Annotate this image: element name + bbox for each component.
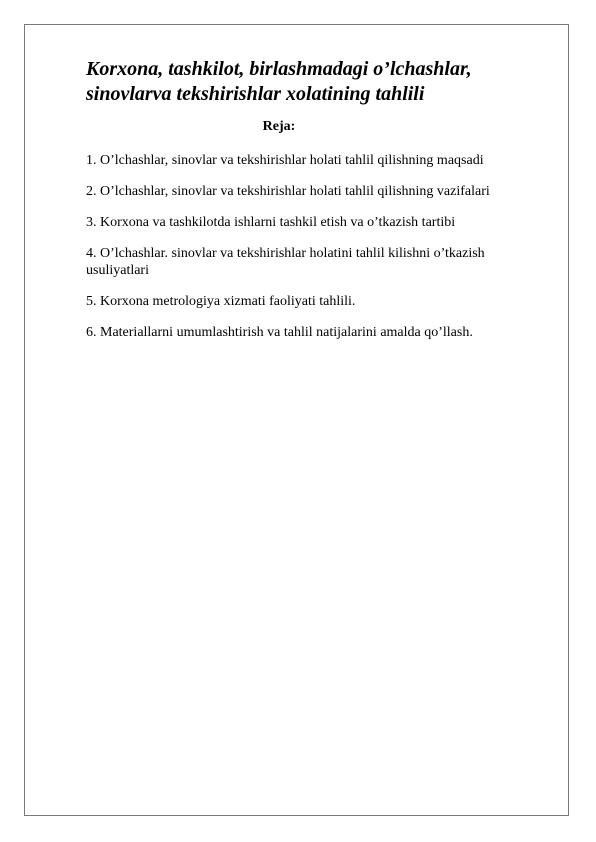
plan-heading: Reja: xyxy=(262,119,296,134)
plan-item-3: 3. Korxona va tashkilotda ishlarni tashkil etish va o’tkazish tartibi xyxy=(86,215,456,230)
plan-item-6: 6. Materiallarni umumlashtirish va tahlil natijalarini amalda qo’llash. xyxy=(86,325,473,340)
document-title: Korxona, tashkilot, birlashmadagi o’lchashlar, sinovlarva tekshirishlar xolatining tahlili xyxy=(86,58,472,105)
plan-list xyxy=(86,152,536,355)
plan-item-5: 5. Korxona metrologiya xizmati faoliyati tahlili. xyxy=(86,294,356,309)
page-border xyxy=(24,24,569,816)
plan-item-1: 1. O’lchashlar, sinovlar va tekshirishlar holati tahlil qilishning maqsadi xyxy=(86,153,484,168)
plan-item-2: 2. O’lchashlar, sinovlar va tekshirishlar holati tahlil qilishning vazifalari xyxy=(86,184,490,199)
plan-item-4: 4. O’lchashlar. sinovlar va tekshirishlar holatini tahlil kilishni o’tkazish usuliyatlari xyxy=(86,246,485,278)
